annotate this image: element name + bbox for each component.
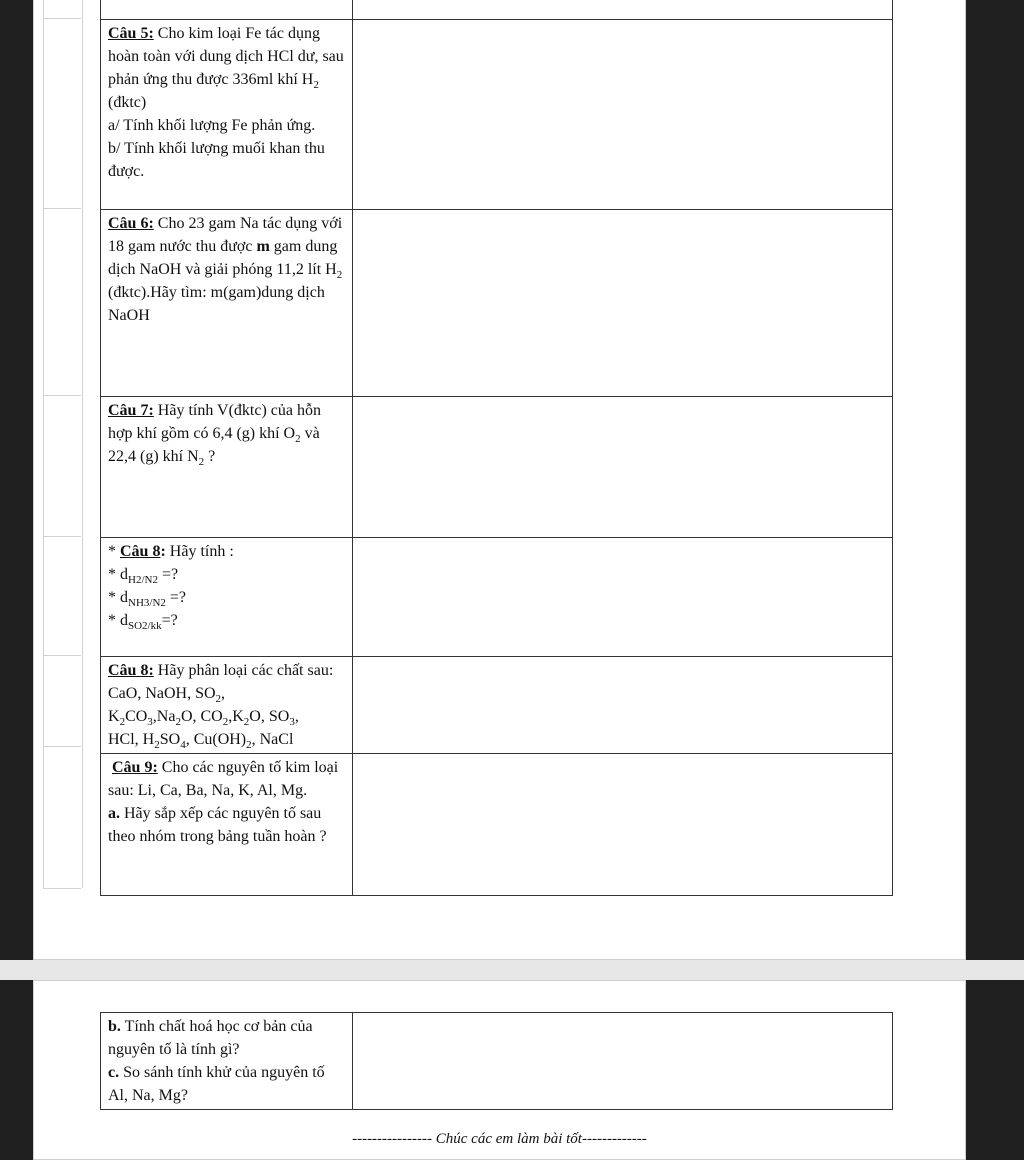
margin-divider (43, 18, 81, 19)
question-8b-label: Câu 8: (108, 662, 154, 679)
question-6-label: Câu 6: (108, 215, 154, 232)
left-margin-column (43, 0, 83, 888)
table-row-question-9-continued (101, 1013, 893, 1110)
question-table (100, 0, 893, 896)
table-row-question-8a (101, 538, 893, 657)
density-item: * $d_{NH3/N2}$ =? (108, 589, 187, 610)
answer-cell (353, 1013, 893, 1110)
margin-divider (43, 208, 81, 209)
question-7-label: Câu 7: (108, 402, 154, 419)
answer-cell (353, 397, 893, 538)
answer-cell (353, 20, 893, 210)
question-6-cell: Câu 6: Cho 23 gam Na tác dụng với 18 gam nước thu được m gam dung dịch NaOH và giải phóng 11,2 lít $H_2$ (đktc).Hãy tìm: m(gam)dung dịch NaOH (101, 210, 353, 397)
question-9bc-cell: b. Tính chất hoá học cơ bản của nguyên tố là tính gì? c. So sánh tính khử của nguyên tố Al, Na, Mg? (101, 1013, 353, 1110)
question-8a-label: Câu 8 (120, 543, 161, 560)
table-row-question-6 (101, 210, 893, 397)
table-row (101, 0, 893, 20)
margin-divider (43, 536, 81, 537)
margin-divider (43, 746, 81, 747)
table-row-question-8b (101, 657, 893, 754)
margin-divider (43, 655, 81, 656)
question-5-part-b: b/ Tính khối lượng muối khan thu được. (108, 140, 325, 180)
margin-divider (43, 888, 81, 889)
table-row-question-7 (101, 397, 893, 538)
density-item: * $d_{SO2/kk}=$? (108, 612, 178, 633)
question-7-cell: Câu 7: Hãy tính V(đktc) của hỗn hợp khí gồm có 6,4 (g) khí $O_2$ và 22,4 (g) khí $N_2$ ? (101, 397, 353, 538)
table-row-question-9 (101, 754, 893, 896)
answer-cell (353, 754, 893, 896)
question-5-part-a: a/ Tính khối lượng Fe phản ứng. (108, 117, 316, 134)
question-9-label: Câu 9: (112, 759, 158, 776)
margin-divider (43, 395, 81, 396)
question-table-continued (100, 1012, 893, 1110)
answer-cell (353, 210, 893, 397)
formula-line: $K_2CO_3,Na_2O$, $CO_2,K_2O$, $SO_3$, (108, 708, 299, 729)
table-row-question-5 (101, 20, 893, 210)
question-5-cell: Câu 5: Cho kim loại Fe tác dụng hoàn toàn với dung dịch HCl dư, sau phản ứng thu được 336ml khí $H_2$ (đktc) a/ Tính khối lượng Fe phản ứng. b/ Tính khối lượng muối khan thu được. (101, 20, 353, 210)
question-8b-cell: Câu 8: Hãy phân loại các chất sau: CaO, NaOH, $SO_2$, $K_2CO_3,Na_2O$, $CO_2,K_2O$, $SO_3$, HCl, $H_2SO_4$, $Cu(OH)_2$, NaCl (101, 657, 353, 754)
answer-cell (353, 657, 893, 754)
question-8a-cell: * Câu 8: Hãy tính : * $d_{H2/N2}$ =? * $d_{NH3/N2}$ =? * $d_{SO2/kk}=$? (101, 538, 353, 657)
answer-cell (353, 538, 893, 657)
page-gap (0, 960, 1024, 980)
question-9-cell: Câu 9: Cho các nguyên tố kim loại sau: Li, Ca, Ba, Na, K, Al, Mg. a. Hãy sắp xếp các nguyên tố sau theo nhóm trong bảng tuần hoàn ? (101, 754, 353, 896)
closing-message: ---------------- Chúc các em làm bài tốt------------- (352, 1131, 647, 1147)
density-item: * $d_{H2/N2}$ =? (108, 566, 179, 587)
question-5-label: Câu 5: (108, 25, 154, 42)
formula-line: HCl, $H_2SO_4$, $Cu(OH)_2$, NaCl (108, 731, 294, 752)
